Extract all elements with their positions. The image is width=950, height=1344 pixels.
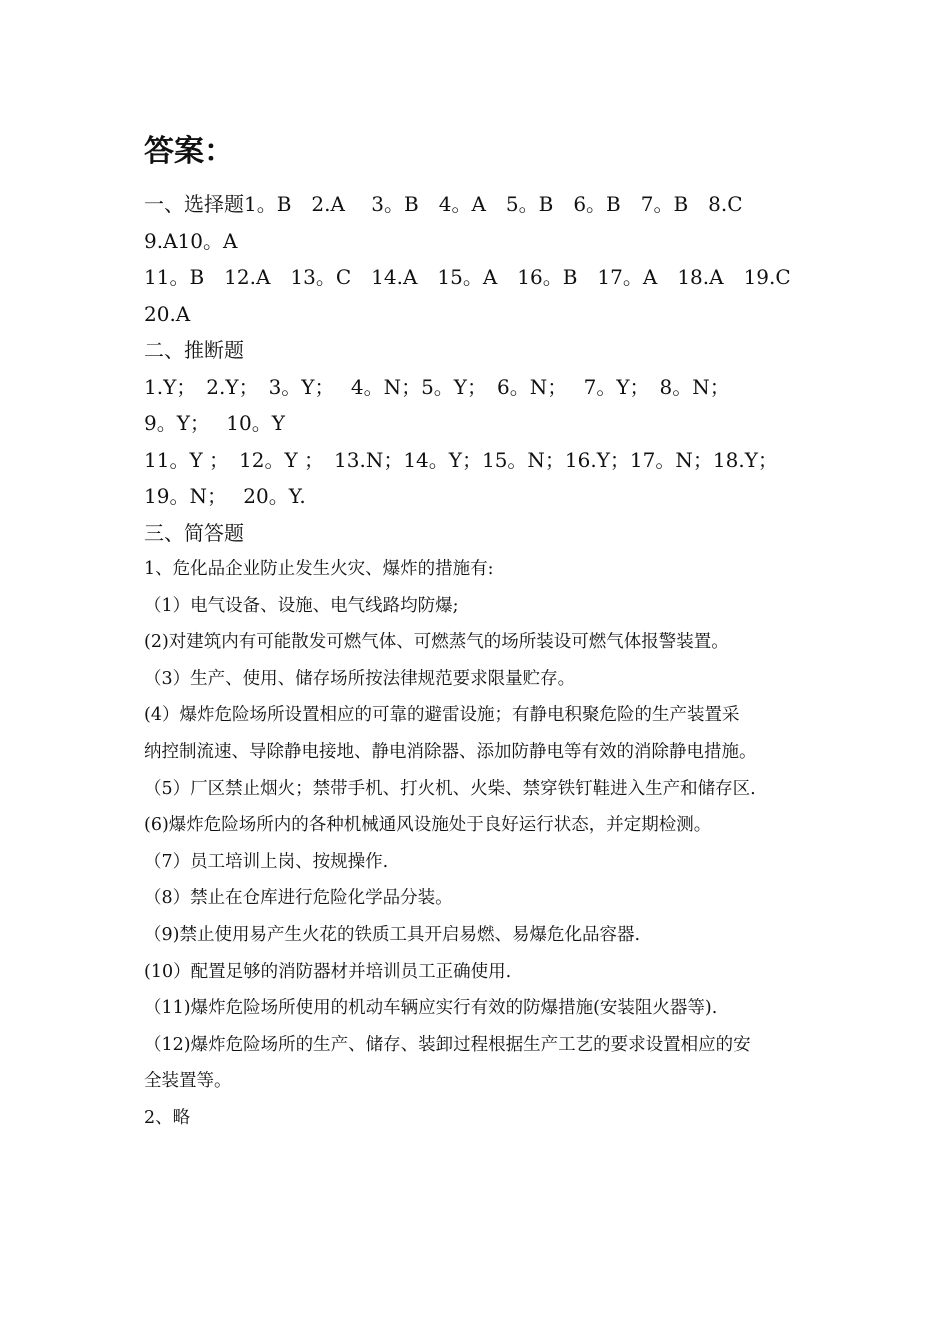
- text-line: （9)禁止使用易产生火花的铁质工具开启易燃、易爆危化品容器.: [144, 924, 641, 945]
- text-line: 1.Y； 2.Y； 3。Y； 4。N；5。Y； 6。N； 7。Y； 8。N；: [144, 374, 730, 399]
- answer-document: [144, 130, 824, 1137]
- text-line: 一、选择题1。B 2.A 3。B 4。A 5。B 6。B 7。B 8.C: [144, 192, 743, 216]
- text-line: 1、危化品企业防止发生火灾、爆炸的措施有:: [144, 559, 494, 579]
- section-heading: 三、简答题: [144, 520, 244, 545]
- text-line: (4）爆炸危险场所设置相应的可靠的避雷设施；有静电积聚危险的生产装置采: [144, 705, 740, 726]
- text-line: 11。Y ； 12。Y ； 13.N；14。Y；15。N；16.Y；17。N；18.Y；: [144, 447, 778, 472]
- text-line: （11)爆炸危险场所使用的机动车辆应实行有效的防爆措施(安装阻火器等).: [144, 998, 718, 1019]
- text-line: (6)爆炸危险场所内的各种机械通风设施处于良好运行状态，并定期检测。: [144, 815, 712, 836]
- text-line: (2)对建筑内有可能散发可燃气体、可燃蒸气的场所装设可燃气体报警装置。: [144, 632, 729, 653]
- section-heading: 二、推断题: [144, 338, 244, 362]
- text-line: 2、略: [144, 1107, 191, 1128]
- text-line: （5）厂区禁止烟火；禁带手机、打火机、火柴、禁穿铁钉鞋进入生产和储存区.: [144, 778, 756, 799]
- text-line: (10）配置足够的消防器材并培训员工正确使用.: [144, 961, 512, 982]
- page-title: 答案：: [144, 134, 234, 169]
- text-line: （1）电气设备、设施、电气线路均防爆;: [144, 595, 459, 616]
- text-line: 全装置等。: [144, 1071, 232, 1092]
- text-line: 11。B 12.A 13。C 14.A 15。A 16。B 17。A 18.A 19.C: [144, 265, 791, 289]
- text-line: 9。Y； 10。Y: [144, 411, 285, 435]
- text-line: 纳控制流速、导除静电接地、静电消除器、添加防静电等有效的消除静电措施。: [144, 741, 757, 762]
- text-line: （7）员工培训上岗、按规操作.: [144, 851, 389, 872]
- text-line: （3）生产、使用、储存场所按法律规范要求限量贮存。: [144, 668, 576, 689]
- answer-list-short: [144, 551, 824, 1137]
- answer-list-objective: [144, 186, 824, 551]
- text-line: 19。N； 20。Y.: [144, 484, 306, 508]
- text-line: （8）禁止在仓库进行危险化学品分装。: [144, 888, 453, 909]
- text-line: 20.A: [144, 301, 191, 326]
- text-line: 9.A10。A: [144, 228, 238, 253]
- text-line: （12)爆炸危险场所的生产、储存、装卸过程根据生产工艺的要求设置相应的安: [144, 1034, 751, 1055]
